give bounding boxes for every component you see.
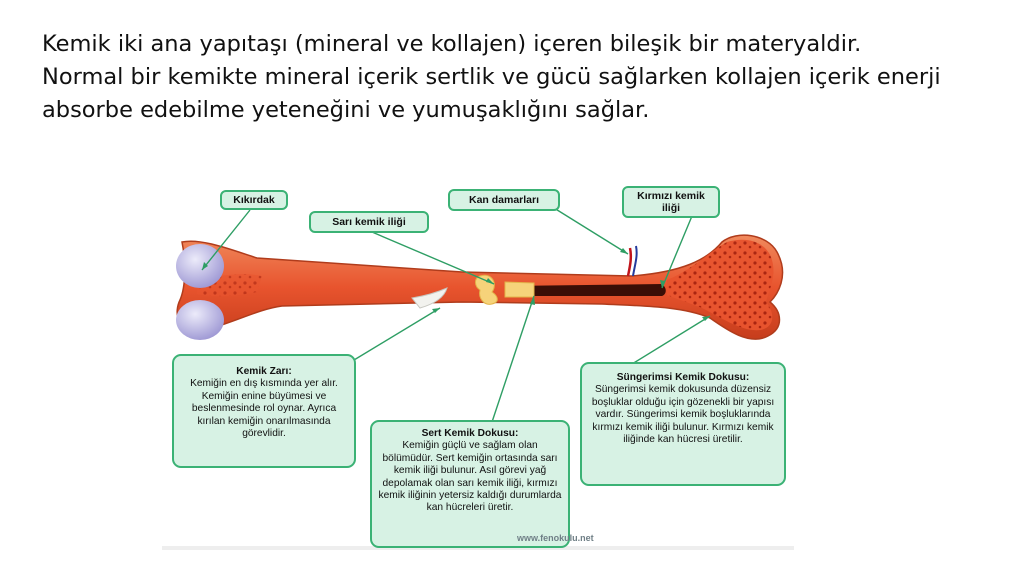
label-sari-kemik-iligi: Sarı kemik iliği bbox=[309, 211, 429, 233]
bone-diagram bbox=[162, 180, 794, 552]
cartilage-bottom bbox=[176, 300, 224, 340]
info-kemik-zari-body: Kemiğin en dış kısmında yer alır. Kemiğin enine büyümesi ve beslenmesinde rol oynar. Ayrıca kırılan kemiğin onarılmasında görevlidir. bbox=[190, 378, 338, 440]
slide-paragraph: Kemik iki ana yapıtaşı (mineral ve kollajen) içeren bileşik bir materyaldir. Normal bir kemikte mineral içerik sertlik ve gücü sağlarken kollajen içerik enerji absorbe edebilme yeteneğini ve yumuşaklığını sağlar. bbox=[42, 31, 941, 123]
info-sert-kemik-dokusu bbox=[370, 420, 570, 548]
watermark: www.fenokulu.net bbox=[517, 533, 594, 543]
info-sungerimsi-kemik-dokusu bbox=[580, 362, 786, 486]
label-kirmizi-kemik-iligi: Kırmızı kemik iliği bbox=[622, 186, 720, 218]
info-sert-kemik-dokusu-title: Sert Kemik Dokusu: bbox=[421, 428, 519, 439]
info-kemik-zari-title: Kemik Zarı: bbox=[236, 366, 292, 377]
info-sungerimsi-kemik-dokusu-title: Süngerimsi Kemik Dokusu: bbox=[616, 372, 750, 383]
label-kikirdak: Kıkırdak bbox=[220, 190, 288, 210]
blood-vessel-red bbox=[628, 248, 631, 276]
info-kemik-zari bbox=[172, 354, 356, 468]
label-kan-damarlari: Kan damarları bbox=[448, 189, 560, 211]
info-sungerimsi-kemik-dokusu-body: Süngerimsi kemik dokusunda düzensiz boşluklar olduğu için gözenekli bir yapısı vardır. Süngerimsi kemik boşluklarında kırmızı kemik iliği bulunur. Kırmızı kemik iliğinde kan hücresi üretilir. bbox=[591, 384, 775, 446]
spongy-bone-region bbox=[667, 240, 773, 330]
info-sert-kemik-dokusu-body: Kemiğin güçlü ve sağlam olan bölümüdür. Sert kemiğin ortasında sarı kemik iliği bulunur. Asıl görevi yağ depolamak olan sarı kemik iliği, kırmızı kemik iliğinin yetersiz kaldığı durumlarda kan hücreleri üretir. bbox=[378, 440, 562, 514]
blood-vessel-blue bbox=[633, 246, 637, 276]
